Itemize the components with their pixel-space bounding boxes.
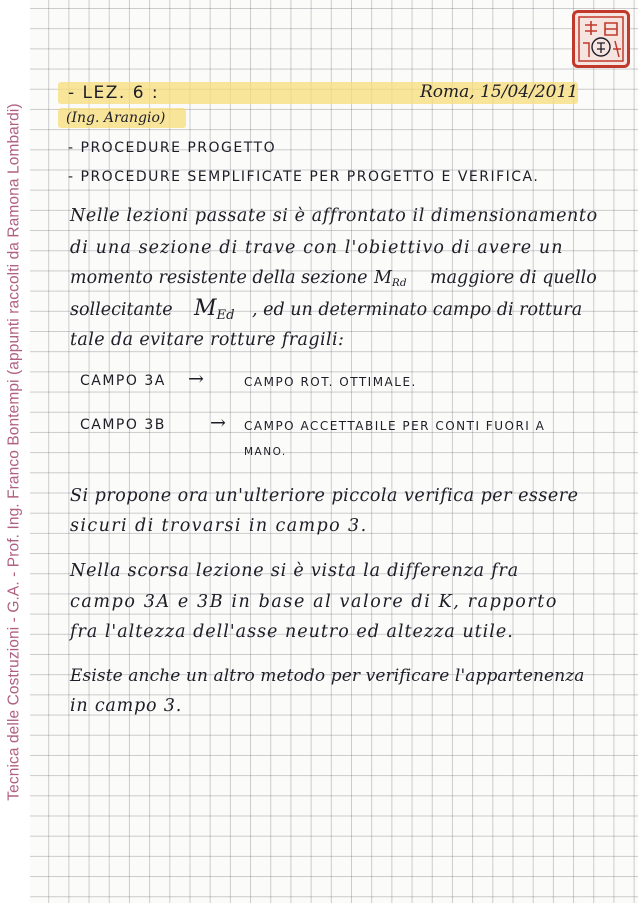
symbol-m: M	[194, 296, 217, 321]
moment-resistant-symbol	[374, 270, 407, 289]
author-note: (Ing. Arangio)	[66, 110, 166, 126]
campo-b-label: CAMPO 3B	[80, 417, 166, 433]
side-attribution-text: Tecnica delle Costruzioni - G.A. - Prof. Ing. Franco Bontempi (appunti raccolti da Ramona Lombardi)	[6, 102, 24, 801]
paragraph-line: fra l'altezza dell'asse neutro ed altezza utile.	[70, 622, 514, 642]
campo-a-label: CAMPO 3A	[80, 373, 166, 389]
paragraph-line: maggiore di quello	[430, 268, 597, 288]
paragraph-line: sicuri di trovarsi in campo 3.	[70, 516, 368, 536]
list-item: - PROCEDURE SEMPLIFICATE PER PROGETTO E VERIFICA.	[68, 169, 540, 185]
paragraph-line: sollecitante	[70, 300, 173, 320]
moment-acting-symbol	[194, 298, 235, 322]
paragraph-line: Si propone ora un'ulteriore piccola verifica per essere	[70, 486, 579, 506]
campo-b-description-cont: MANO.	[244, 446, 287, 458]
campo-b-description: CAMPO ACCETTABILE PER CONTI FUORI A	[244, 419, 546, 433]
campo-a-description: CAMPO ROT. OTTIMALE.	[244, 375, 417, 389]
paragraph-line: Esiste anche un altro metodo per verificare l'appartenenza	[70, 666, 585, 686]
symbol-m: M	[374, 268, 392, 288]
paragraph-line: in campo 3.	[70, 696, 183, 716]
arrow-icon: →	[188, 368, 204, 390]
stamp-seal-icon	[572, 10, 630, 68]
paragraph-line: Nella scorsa lezione si è vista la differenza fra	[70, 561, 519, 581]
symbol-ed: Ed	[216, 307, 235, 323]
paragraph-line: tale da evitare rotture fragili:	[70, 330, 345, 350]
paragraph-line: di una sezione di trave con l'obiettivo di avere un	[70, 238, 564, 258]
paragraph-line: Nelle lezioni passate si è affrontato il dimensionamento	[70, 206, 598, 226]
side-attribution	[0, 0, 30, 903]
arrow-icon: →	[210, 412, 226, 434]
paragraph-line: campo 3A e 3B in base al valore di K, rapporto	[70, 592, 559, 612]
paragraph-line: momento resistente della sezione	[70, 268, 368, 288]
paragraph-line: , ed un determinato campo di rottura	[252, 300, 583, 320]
place-date: Roma, 15/04/2011	[420, 82, 579, 102]
lesson-number: - LEZ. 6 :	[68, 83, 160, 103]
symbol-rd: Rd	[391, 277, 407, 290]
list-item: - PROCEDURE PROGETTO	[68, 140, 277, 156]
